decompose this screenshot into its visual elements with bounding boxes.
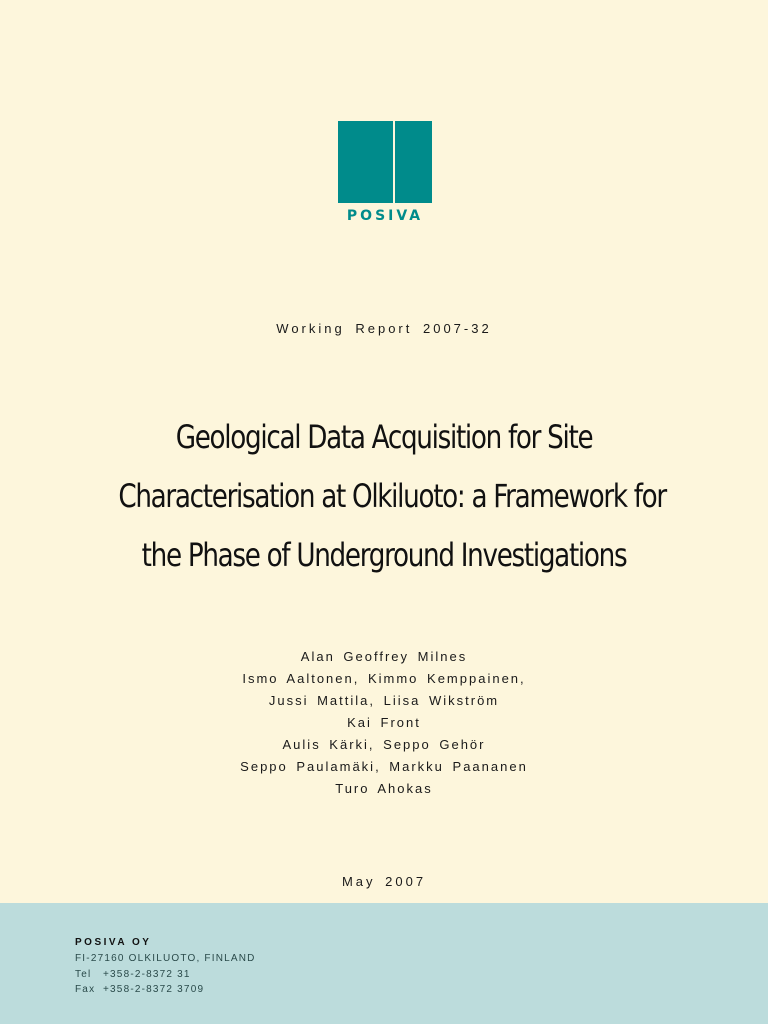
fax-label: Fax — [75, 984, 96, 995]
posiva-logo — [338, 121, 432, 229]
publisher-footer — [0, 903, 768, 1024]
author-line: Kai Front — [347, 715, 421, 730]
author-line: Aulis Kärki, Seppo Gehör — [282, 737, 486, 752]
report-number: Working Report 2007-32 — [276, 321, 492, 336]
report-title — [118, 408, 666, 585]
author-line: Ismo Aaltonen, Kimmo Kemppainen, — [242, 671, 526, 686]
author-line: Alan Geoffrey Milnes — [300, 649, 468, 664]
publisher-name: POSIVA OY — [75, 937, 152, 948]
tel-number: +358-2-8372 31 — [103, 969, 191, 980]
tel-label: Tel — [75, 969, 92, 980]
publication-date: May 2007 — [341, 874, 427, 889]
logo-divider — [393, 121, 395, 203]
title-line: Geological Data Acquisition for Site — [175, 418, 593, 456]
author-line: Jussi Mattila, Liisa Wikström — [268, 693, 500, 708]
publisher-address: FI-27160 OLKILUOTO, FINLAND — [75, 953, 256, 964]
title-line: the Phase of Underground Investigations — [141, 536, 627, 574]
title-line: Characterisation at Olkiluoto: a Framework for — [118, 477, 666, 515]
author-list — [0, 646, 768, 800]
publisher-tel — [75, 969, 191, 980]
fax-number: +358-2-8372 3709 — [103, 984, 205, 995]
publisher-fax — [75, 984, 204, 995]
logo-wordmark: POSIVA — [346, 208, 424, 224]
author-line: Turo Ahokas — [335, 781, 433, 796]
author-line: Seppo Paulamäki, Markku Paananen — [240, 759, 528, 774]
posiva-logo-icon — [338, 121, 432, 203]
